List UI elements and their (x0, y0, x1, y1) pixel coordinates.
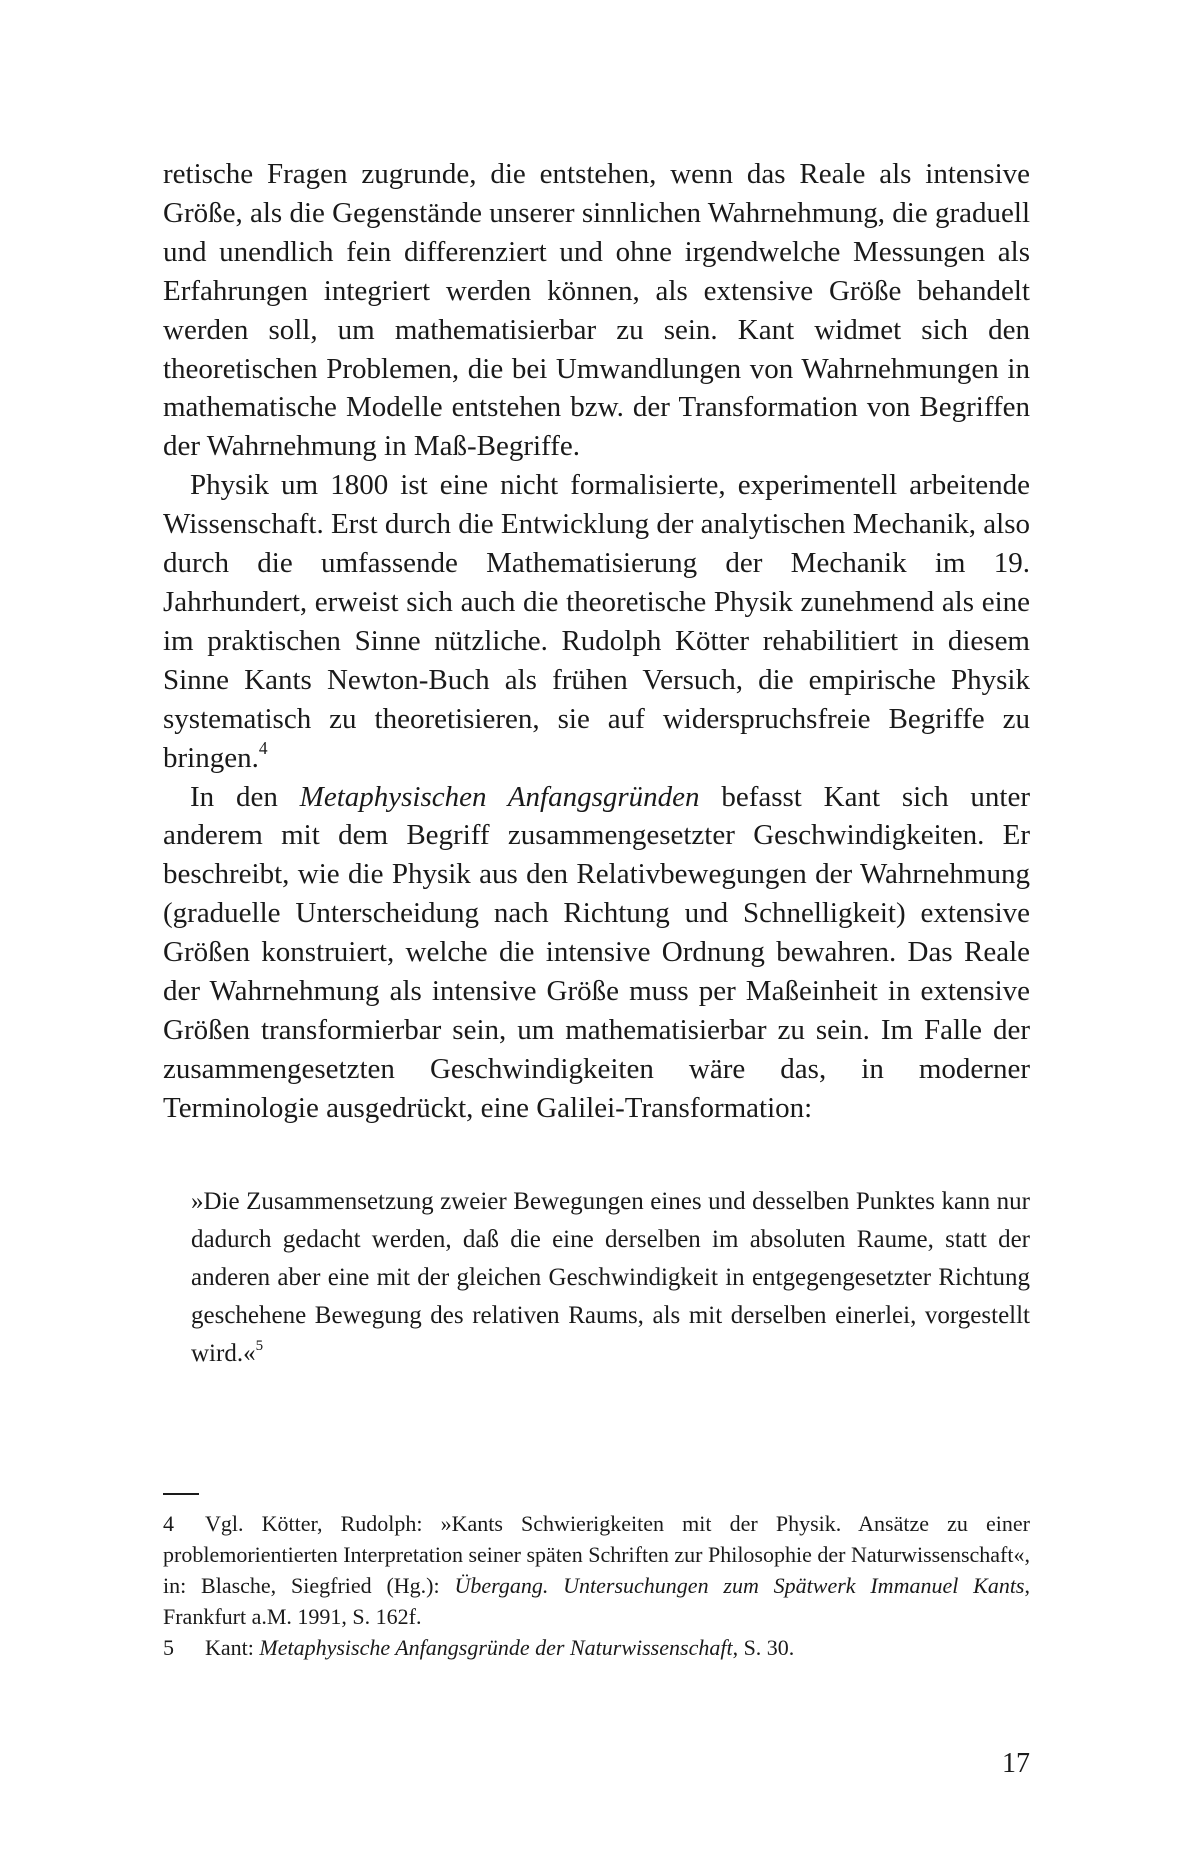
block-quote (191, 1183, 1030, 1373)
footnote-4-italic: Übergang. Untersuchungen zum Spätwerk Immanuel Kants (454, 1573, 1025, 1598)
paragraph-2 (163, 466, 1030, 777)
footnote-4-end: , Frankfurt a.M. 1991, S. 162f. (163, 1573, 1030, 1629)
footnote-number: 5 (163, 1635, 174, 1660)
paragraph-3 (163, 778, 1030, 1128)
block-quote-text: »Die Zusammensetzung zweier Bewegungen eines und desselben Punktes kann nur dadurch gedacht werden, daß die eine derselben im absoluten Raume, statt der anderen aber eine mit der gleichen Geschwindigkeit in entgegengesetzter Richtung geschehene Bewegung des relativen Raums, als mit derselben einerlei, vorgestellt wird.« (191, 1187, 1030, 1367)
footnotes (163, 1508, 1030, 1663)
paragraph-2-text: Physik um 1800 ist eine nicht formalisierte, experimentell arbeitende Wissenschaft. Erst durch die Entwicklung der analytischen Mechanik, also durch die umfassende Mathematisierung der Mechanik im 19. Jahrhundert, erweist sich auch die theoretische Physik zunehmend als eine im praktischen Sinne nützliche. Rudolph Kötter rehabilitiert in diesem Sinne Kants Newton-Buch als frühen Versuch, die empirische Physik systematisch zu theoretisieren, sie auf widerspruchsfreie Begriffe zu bringen. (163, 469, 1030, 774)
footnote-5-end: , S. 30. (732, 1635, 795, 1660)
footnote-number: 4 (163, 1511, 174, 1536)
footnote-ref-4[interactable]: 4 (258, 737, 268, 758)
footnote-ref-5[interactable]: 5 (255, 1337, 264, 1354)
footnote-5 (163, 1632, 1030, 1663)
footnote-4-text: Vgl. Kötter, Rudolph: »Kants Schwierigkeiten mit der Physik. Ansätze zu einer problemorientierten Interpretation seiner späten Schriften zur Philosophie der Naturwissenschaft«, in: Blasche, Siegfried (Hg.): (163, 1511, 1030, 1598)
paragraph-3-start: In den (190, 780, 300, 813)
paragraph-3-rest: befasst Kant sich unter anderem mit dem Begriff zusammengesetzter Geschwindigkeiten. Er beschreibt, wie die Physik aus den Relativbewegungen der Wahrnehmung (graduelle Unterscheidung nach Richtung und Schnelligkeit) extensive Größen konstruiert, welche die intensive Ordnung bewahren. Das Reale der Wahrnehmung als intensive Größe muss per Maßeinheit in extensive Größen transformierbar sein, um mathematisierbar zu sein. Im Falle der zusammengesetzten Geschwindigkeiten wäre das, in moderner Terminologie ausgedrückt, eine Galilei-Transformation: (163, 780, 1030, 1124)
paragraph-1: retische Fragen zugrunde, die entstehen, wenn das Reale als intensive Größe, als die Gegenstände unserer sinnlichen Wahrnehmung, die graduell und unendlich fein differenziert und ohne irgendwelche Messungen als Erfahrungen integriert werden können, als extensive Größe behandelt werden soll, um mathematisierbar zu sein. Kant widmet sich den theoretischen Problemen, die bei Umwandlungen von Wahrnehmungen in mathematische Modelle entstehen bzw. der Transformation von Begriffen der Wahrnehmung in Maß-Begriffe. (163, 158, 1030, 463)
footnote-divider (163, 1493, 199, 1495)
footnote-4 (163, 1508, 1030, 1632)
book-title-italic: Metaphysischen Anfangsgründen (299, 780, 700, 813)
page-number: 17 (1002, 1748, 1030, 1779)
body-text (163, 155, 1030, 1373)
footnote-5-italic: Metaphysische Anfangsgründe der Naturwissenschaft (259, 1635, 733, 1660)
footnote-5-text: Kant: (205, 1635, 260, 1660)
